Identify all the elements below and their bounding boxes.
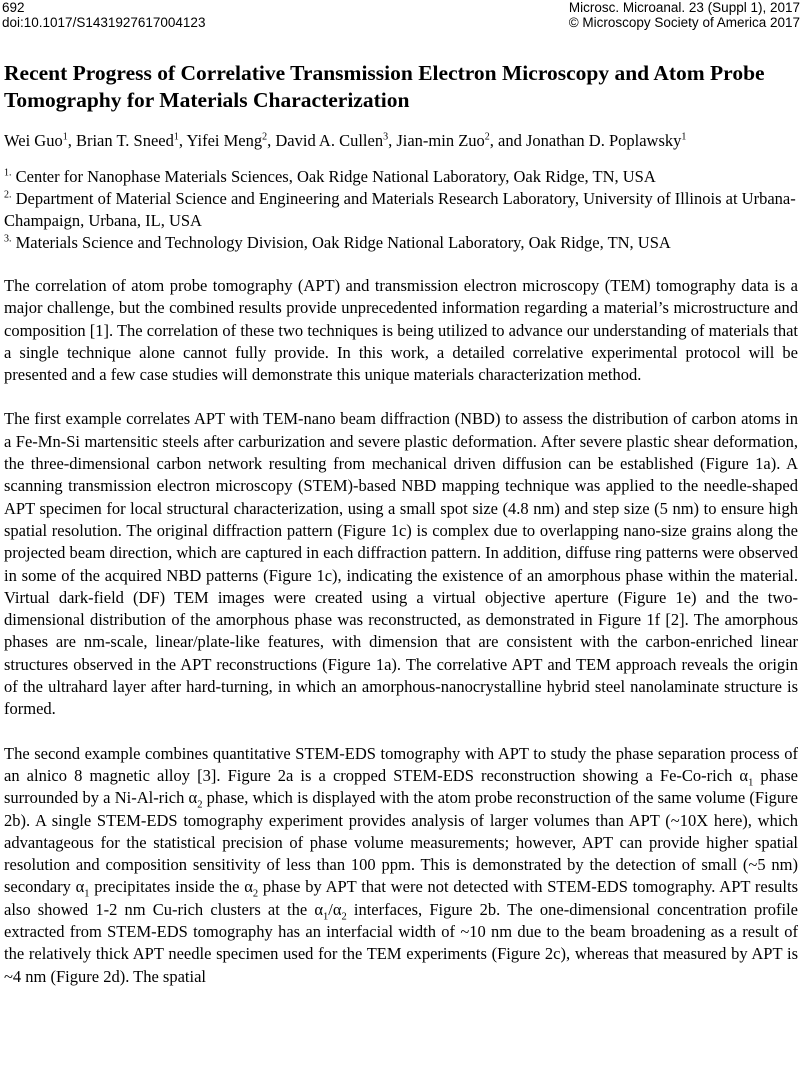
- author-affiliation-mark: 2: [262, 131, 268, 143]
- page-number: 692: [2, 0, 25, 15]
- subscript: 2: [252, 888, 259, 900]
- header-right: [569, 0, 800, 30]
- affiliation: [4, 188, 798, 232]
- text-run: phase surrounded by a Ni-Al-rich α: [4, 765, 798, 808]
- affiliation-mark: 3.: [4, 233, 12, 245]
- author-separator: ,: [267, 131, 276, 150]
- text-run: /α: [328, 899, 342, 919]
- affiliation-mark: 2.: [4, 189, 12, 201]
- text-run: precipitates inside the α: [89, 877, 253, 897]
- affiliation: [4, 232, 798, 254]
- affiliation-mark: 1.: [4, 167, 12, 179]
- body-paragraph-3: [4, 743, 798, 988]
- header-left: [2, 0, 205, 30]
- author-name: Jian-min Zuo: [396, 131, 485, 150]
- text-run: phase by APT that were not detected with STEM-EDS tomography. APT results also showed 1-2 nm Cu-rich clusters at the α: [4, 877, 799, 919]
- author-name: Yifei Meng: [186, 131, 263, 150]
- text-run: interfaces, Figure 2b. The one-dimensional concentration profile extracted from STEM-EDS tomography has an interfacial width of ~10 nm due to the beam broadening as a result of the relatively thick APT needle specimen used for the TEM experiments (Figure 2c), whereas that measured by APT is ~4 nm (Figure 2d). The spatial: [4, 899, 798, 986]
- affiliation-text: Center for Nanophase Materials Sciences, Oak Ridge National Laboratory, Oak Ridge, TN, USA: [11, 167, 656, 186]
- author-separator: ,: [178, 131, 187, 150]
- doi: doi:10.1017/S1431927617004123: [2, 15, 206, 30]
- author-name: Brian T. Sneed: [75, 131, 174, 150]
- text-run: phase, which is displayed with the atom probe reconstruction of the same volume (Figure 2b). A single STEM-EDS tomography experiment provides analysis of larger volumes than APT (~10X here), which advantageous for the statistical precision of phase volume measurements; however, APT can provide higher spatial resolution and composition sensitivity of less than 100 ppm. This is demonstrated by the detection of small (~5 nm) secondary α: [4, 788, 798, 897]
- affiliation-list: [4, 166, 798, 254]
- text-run: The second example combines quantitative STEM-EDS tomography with APT to study the phase separation process of an alnico 8 magnetic alloy [3]. Figure 2a is a cropped STEM-EDS reconstruction showing a Fe-Co-rich α: [4, 743, 798, 785]
- subscript: 1: [322, 911, 329, 923]
- author-list: [4, 130, 798, 152]
- author-separator: ,: [388, 131, 397, 150]
- author-affiliation-mark: 3: [383, 131, 389, 143]
- paper-body: [4, 60, 798, 1010]
- author-affiliation-mark: 1: [62, 131, 68, 143]
- author-name: Wei Guo: [4, 131, 63, 150]
- subscript: 1: [748, 777, 754, 789]
- author-separator: , and: [489, 131, 526, 150]
- copyright: © Microscopy Society of America 2017: [568, 15, 800, 30]
- author-name: David A. Cullen: [275, 131, 384, 150]
- affiliation-text: Materials Science and Technology Division, Oak Ridge National Laboratory, Oak Ridge, TN, USA: [11, 233, 671, 252]
- subscript: 2: [341, 911, 347, 923]
- author-name: Jonathan D. Poplawsky: [526, 131, 682, 150]
- body-paragraph-1: The correlation of atom probe tomography (APT) and transmission electron microscopy (TEM) tomography data is a major challenge, but the combined results provide unprecedented information regarding a material’s microstructure and composition [1]. The correlation of these two techniques is being utilized to advance our understanding of materials that a single technique alone cannot fully provide. In this work, a detailed correlative experimental protocol will be presented and a few case studies will demonstrate this unique materials characterization method.: [4, 276, 798, 385]
- body-paragraph-2: The first example correlates APT with TEM-nano beam diffraction (NBD) to assess the distribution of carbon atoms in a Fe-Mn-Si martensitic steels after carburization and severe plastic deformation. After severe plastic shear deformation, the three-dimensional carbon network resulting from mechanical driven diffusion can be established (Figure 1a). A scanning transmission electron microscopy (STEM)-based NBD mapping technique was applied to the needle-shaped APT specimen for local structural characterization, using a small spot size (4.8 nm) and step size (5 nm) to ensure high spatial resolution. The original diffraction pattern (Figure 1c) is complex due to overlapping nano-size grains along the projected beam direction, which are captured in each diffraction pattern. In addition, diffuse ring patterns were observed in some of the acquired NBD patterns (Figure 1c), indicating the existence of an amorphous phase within the material. Virtual dark-field (DF) TEM images were created using a virtual objective aperture (Figure 1e) and the two-dimensional distribution of the amorphous phase was reconstructed, as demonstrated in Figure 1f [2]. The amorphous phases are nm-scale, linear/plate-like features, with dimension that are consistent with the carbon-enriched linear structures observed in the APT reconstructions (Figure 1a). The correlative APT and TEM approach reveals the origin of the ultrahard layer after hard-turning, in which an amorphous-nanocrystalline hybrid steel nanolaminate structure is formed.: [4, 409, 798, 719]
- affiliation-text: Department of Material Science and Engineering and Materials Research Laboratory, University of Illinois at Urbana-Champaign, Urbana, IL, USA: [4, 189, 796, 230]
- author-affiliation-mark: 2: [484, 131, 490, 143]
- author-affiliation-mark: 1: [681, 131, 687, 143]
- author-separator: ,: [67, 131, 76, 150]
- author-affiliation-mark: 1: [173, 131, 179, 143]
- affiliation: [4, 166, 798, 188]
- journal-citation: Microsc. Microanal. 23 (Suppl 1), 2017: [568, 0, 800, 15]
- subscript: 2: [197, 799, 203, 811]
- paper-title: Recent Progress of Correlative Transmission Electron Microscopy and Atom Probe Tomography for Materials Characterization: [4, 61, 765, 112]
- subscript: 1: [84, 888, 90, 900]
